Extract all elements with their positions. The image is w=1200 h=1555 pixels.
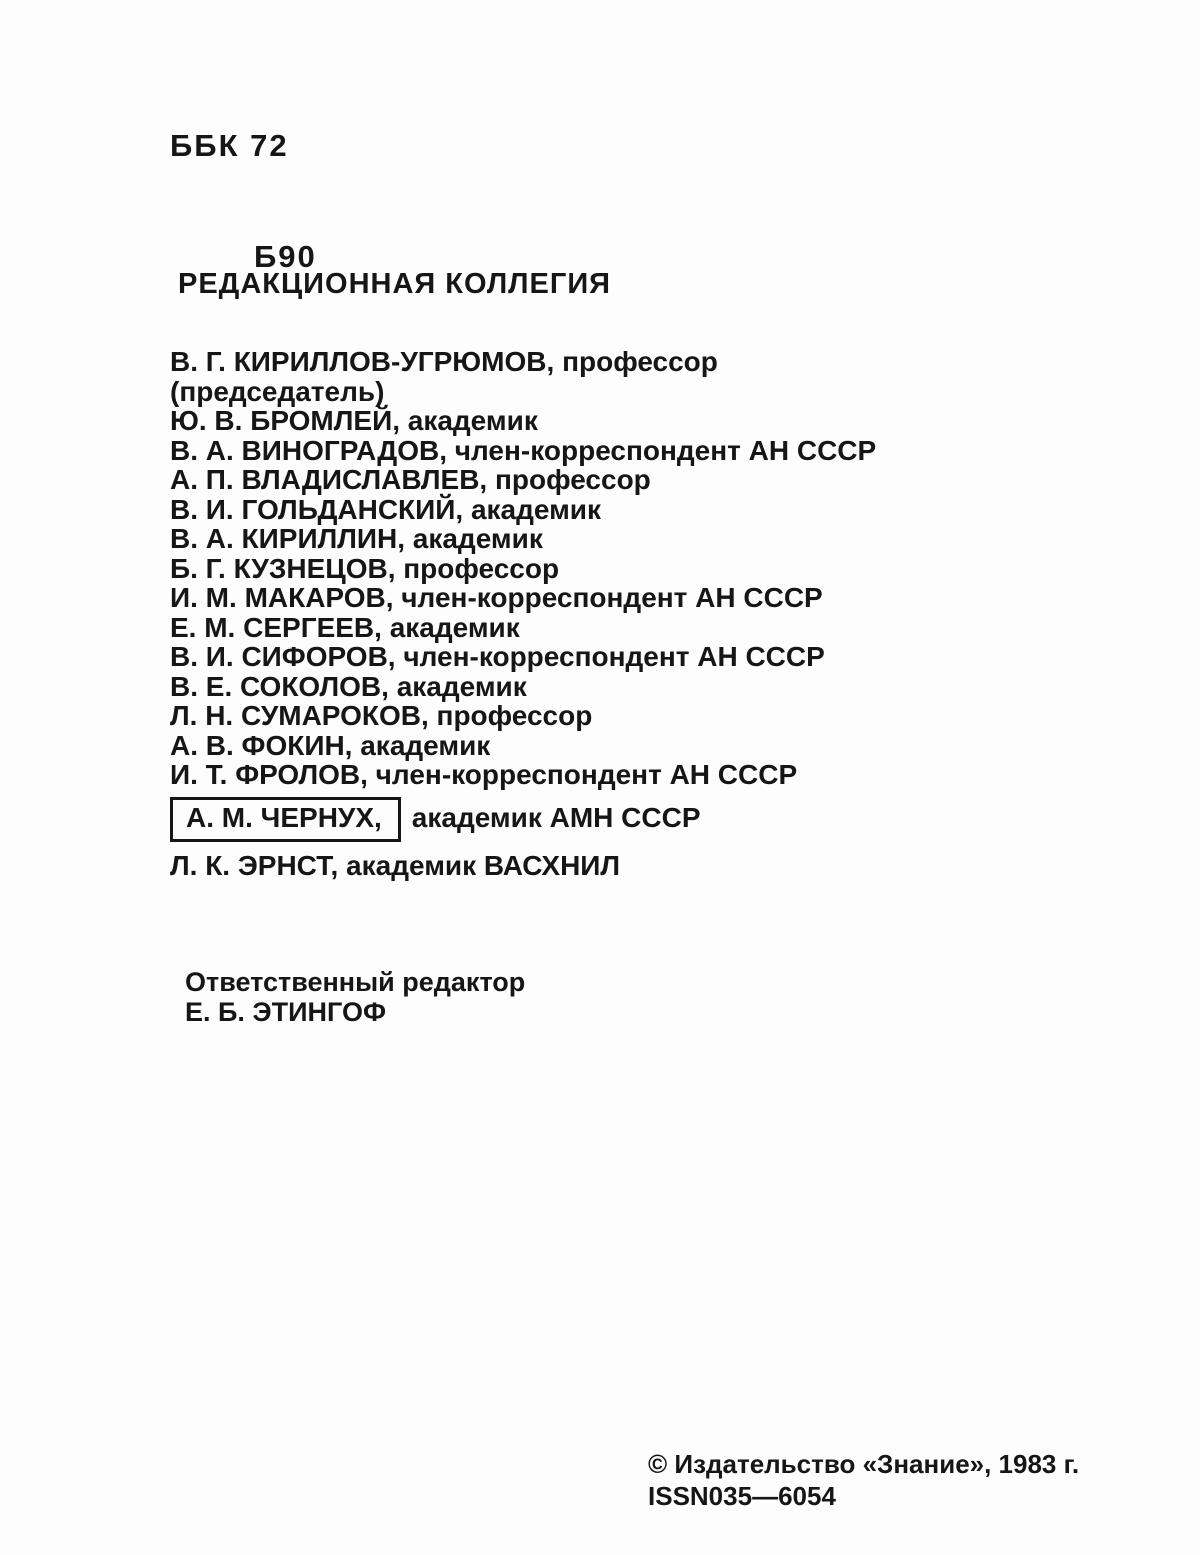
board-member: Л. К. ЭРНСТ, академик ВАСХНИЛ	[170, 849, 621, 881]
board-member: И. Т. ФРОЛОВ, член-корреспондент АН СССР	[170, 759, 798, 790]
imprint-block	[648, 1448, 1079, 1512]
deceased-name-box: А. М. ЧЕРНУХ,	[170, 797, 401, 842]
deceased-member-title: академик АМН СССР	[411, 801, 701, 833]
board-member: В. И. ГОЛЬДАНСКИЙ, академик	[170, 493, 602, 525]
editorial-board-heading: РЕДАКЦИОННАЯ КОЛЛЕГИЯ	[178, 268, 612, 300]
editorial-board-list	[170, 347, 876, 880]
responsible-editor-name: Е. Б. ЭТИНГОФ	[185, 997, 387, 1027]
board-member: И. М. МАКАРОВ, член-корреспондент АН СССР	[170, 582, 823, 613]
board-member: А. П. ВЛАДИСЛАВЛЕВ, профессор	[170, 464, 651, 495]
board-member: В. А. ВИНОГРАДОВ, член-корреспондент АН СССР	[170, 434, 877, 466]
board-member: В. И. СИФОРОВ, член-корреспондент АН СССР	[170, 641, 825, 672]
responsible-editor-block	[185, 967, 525, 1027]
copyright-line: © Издательство «Знание», 1983 г.	[648, 1449, 1080, 1479]
issn-line: ISSN035—6054	[648, 1481, 836, 1511]
board-member-deceased	[170, 797, 876, 842]
board-member: А. В. ФОКИН, академик	[170, 729, 491, 761]
bbk-code: ББК 72	[170, 128, 289, 163]
author-sign: Б90	[254, 239, 317, 274]
board-member: В. А. КИРИЛЛИН, академик	[170, 523, 543, 554]
board-member: Ю. В. БРОМЛЕЙ, академик	[170, 405, 538, 436]
classification-codes	[170, 53, 317, 349]
board-member: Е. М. СЕРГЕЕВ, академик	[170, 611, 520, 643]
board-member: В. Г. КИРИЛЛОВ-УГРЮМОВ, профессор	[170, 346, 718, 377]
responsible-editor-label: Ответственный редактор	[185, 967, 526, 997]
board-member-chair-note: (председатель)	[170, 375, 385, 407]
board-member: Б. Г. КУЗНЕЦОВ, профессор	[170, 552, 560, 584]
board-member: Л. Н. СУМАРОКОВ, профессор	[170, 700, 593, 731]
board-member: В. Е. СОКОЛОВ, академик	[170, 670, 527, 702]
